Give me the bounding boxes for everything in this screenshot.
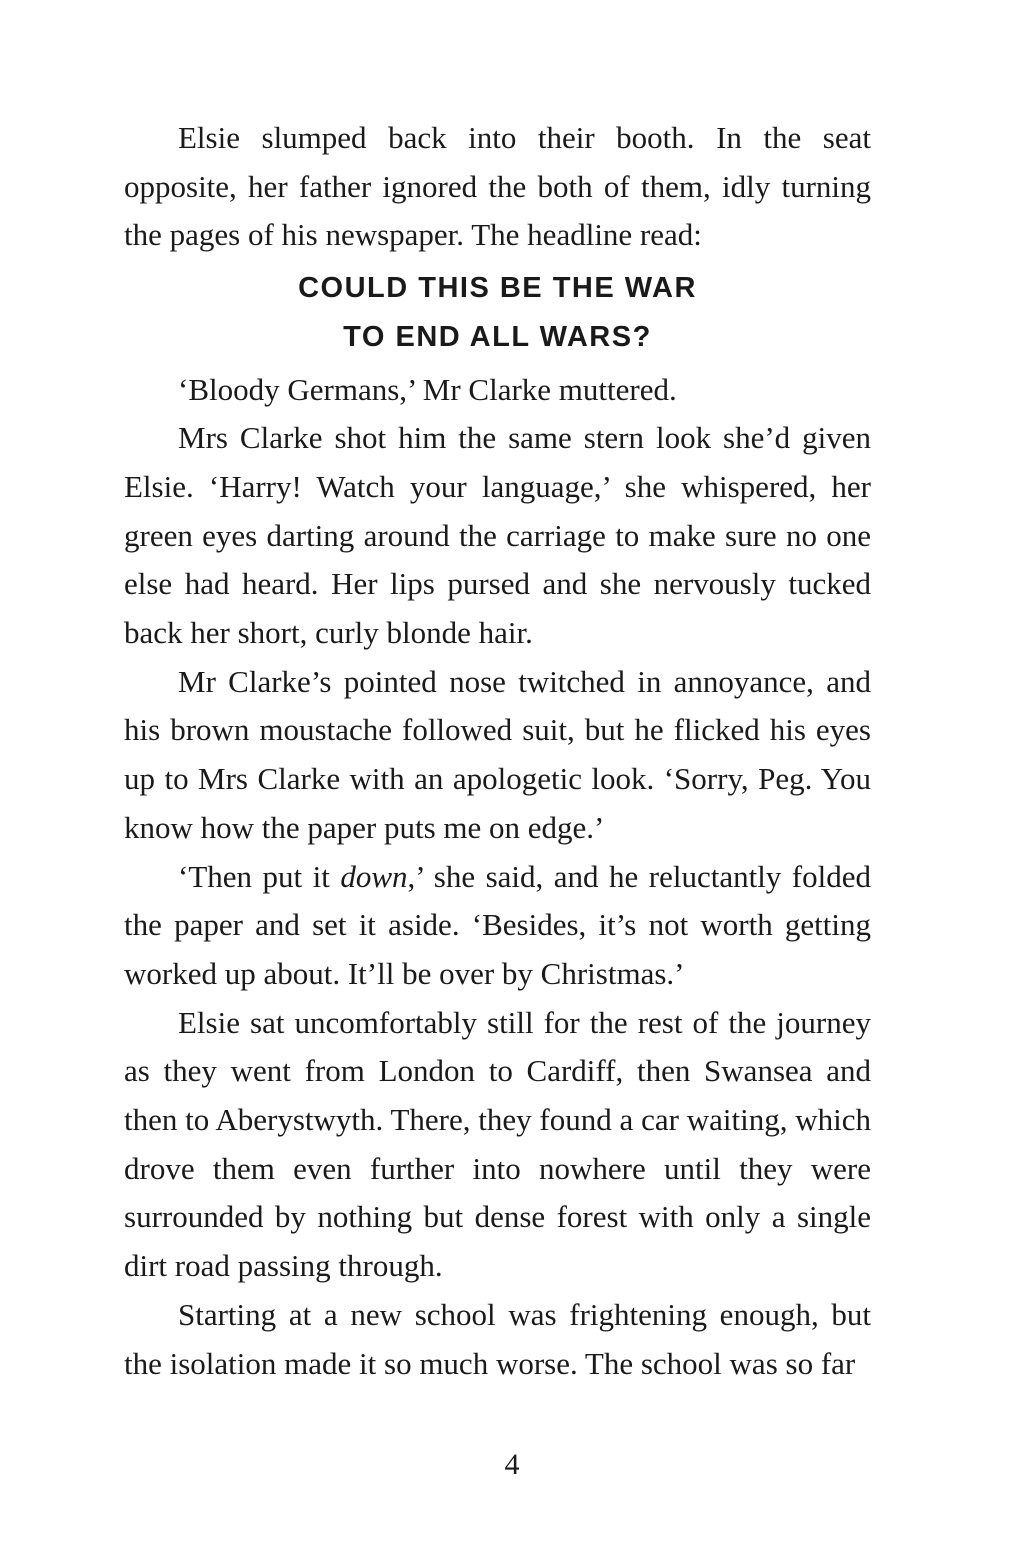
body-text (124, 114, 871, 1388)
newspaper-headline (124, 264, 871, 361)
paragraph: Elsie slumped back into their booth. In the seat opposite, her father ignored the both of them, idly turning the pages of his newspaper. The headline read: (124, 120, 871, 253)
emphasis-text: down (340, 858, 408, 894)
paragraph (124, 853, 871, 999)
paragraph-text: ‘Then put it (178, 858, 341, 894)
page-number: 4 (504, 1448, 520, 1481)
headline-line: TO END ALL WARS? (343, 320, 652, 353)
paragraph-text: ,’ she said, and he reluctantly folded the paper and set it aside. ‘Besides, it’s not worth getting worked up about. It’ll be over by Christmas.’ (124, 858, 871, 991)
headline-line: COULD THIS BE THE WAR (298, 272, 697, 305)
paragraph: Starting at a new school was frightening enough, but the isolation made it so much worse. The school was so far (124, 1296, 871, 1381)
paragraph: Mr Clarke’s pointed nose twitched in annoyance, and his brown moustache followed suit, but he flicked his eyes up to Mrs Clarke with an apologetic look. ‘Sorry, Peg. You know how the paper puts me on edge.’ (124, 663, 871, 845)
paragraph: Elsie sat uncomfortably still for the rest of the journey as they went from London to Cardiff, then Swansea and then to Aberystwyth. There, they found a car waiting, which drove them even further into nowhere until they were surrounded by nothing but dense forest with only a single dirt road passing through. (124, 1004, 871, 1284)
paragraph: ‘Bloody Germans,’ Mr Clarke muttered. (178, 371, 677, 407)
paragraph: Mrs Clarke shot him the same stern look she’d given Elsie. ‘Harry! Watch your language,’ she whispered, her green eyes darting around the carriage to make sure no one else had heard. Her lips pursed and she nervously tucked back her short, curly blonde hair. (124, 420, 871, 651)
